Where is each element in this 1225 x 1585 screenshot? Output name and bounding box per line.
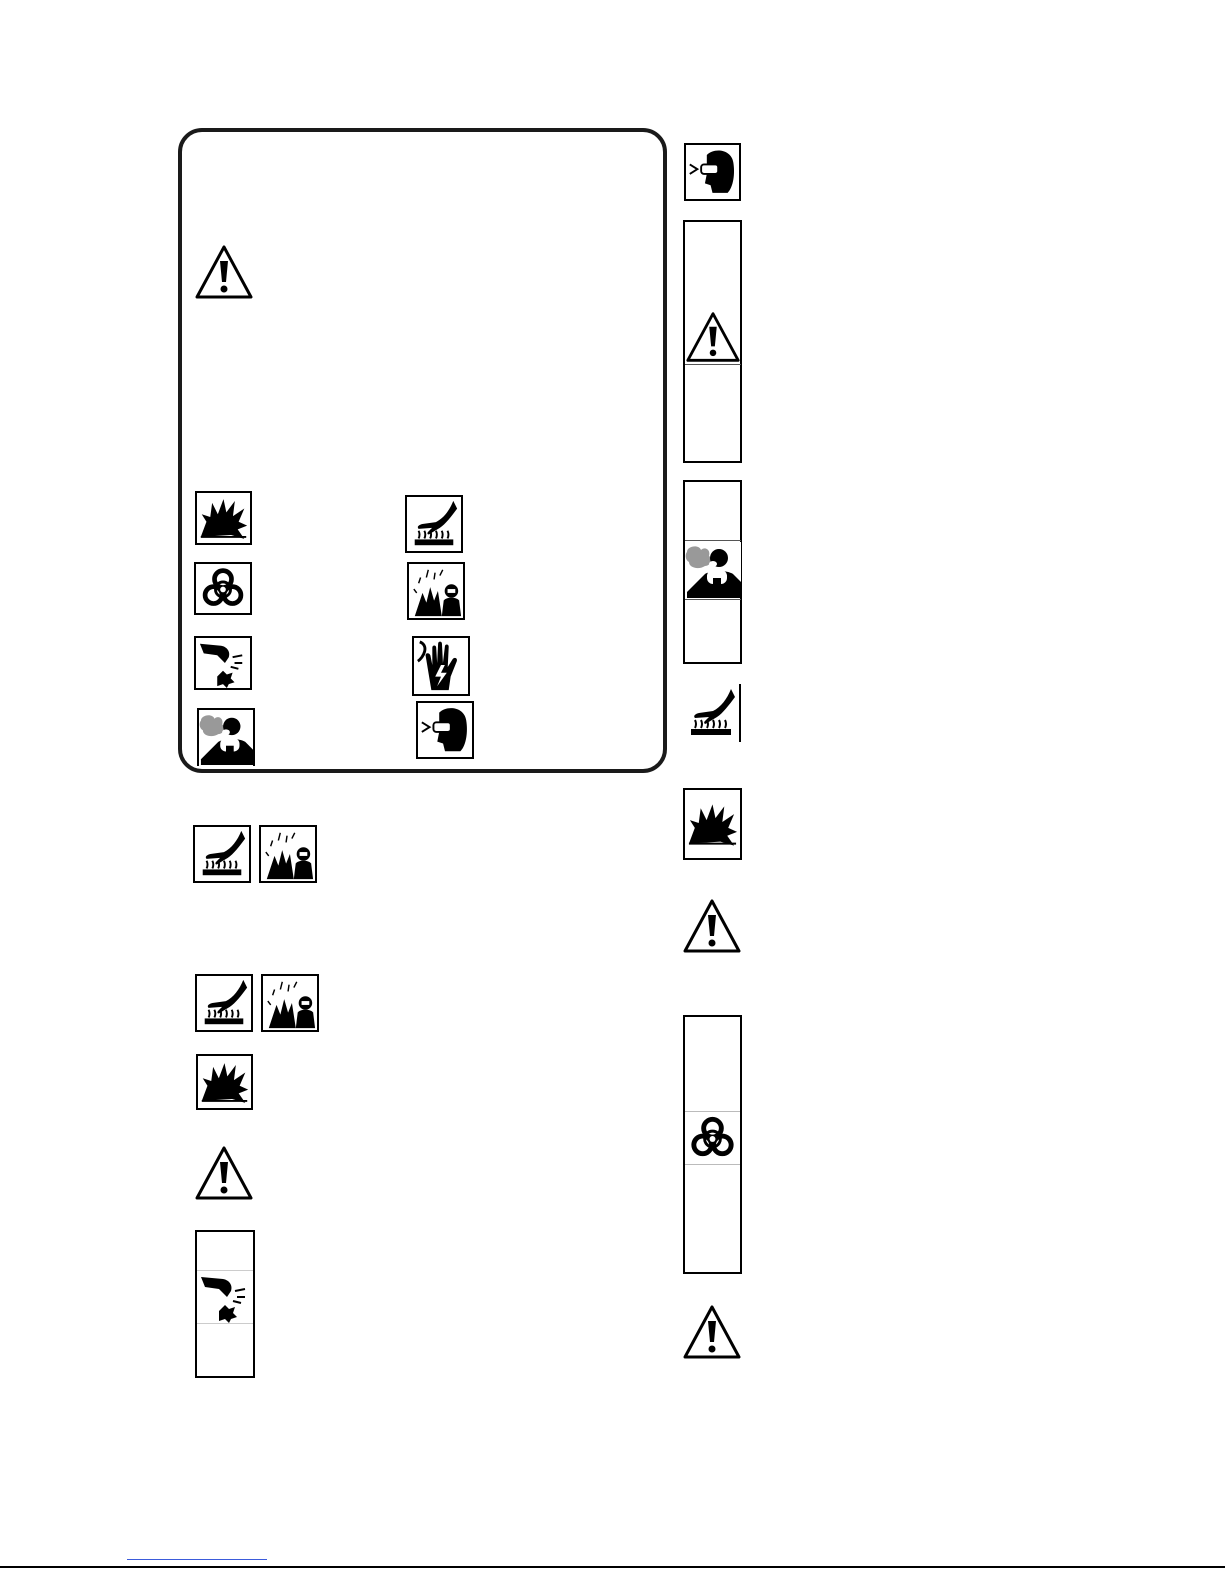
explosion-icon (196, 1054, 253, 1110)
hot-surface-icon (193, 825, 251, 883)
warning-triangle-icon (685, 310, 741, 365)
warning-triangle-icon (682, 898, 742, 954)
biohazard-panel (683, 1015, 742, 1274)
cut-hazard-panel (195, 1230, 255, 1378)
hot-surface-icon (195, 974, 253, 1032)
cut-hazard-icon (197, 1270, 253, 1324)
biohazard-icon (685, 1111, 740, 1165)
electric-shock-icon (412, 636, 470, 696)
warning-triangle-icon (194, 244, 254, 300)
inhalation-hazard-icon (197, 708, 255, 766)
warning-triangle-icon (194, 1145, 254, 1201)
explosion-icon (195, 491, 252, 545)
biohazard-icon (194, 562, 252, 615)
cut-hazard-icon (194, 636, 252, 690)
flying-debris-icon (261, 974, 319, 1032)
footer-link-underline (127, 1559, 267, 1560)
inhalation-hazard-icon (685, 540, 741, 600)
flying-debris-icon (407, 562, 465, 620)
eye-protection-icon (684, 143, 741, 201)
hot-surface-icon (405, 495, 463, 553)
inhalation-panel (683, 480, 742, 664)
footer-rule (0, 1566, 1225, 1568)
hot-surface-icon (683, 684, 741, 742)
explosion-icon (683, 788, 742, 860)
eye-protection-icon (416, 701, 474, 759)
warning-panel (683, 220, 742, 463)
flying-debris-icon (259, 825, 317, 883)
warning-triangle-icon (682, 1304, 742, 1360)
